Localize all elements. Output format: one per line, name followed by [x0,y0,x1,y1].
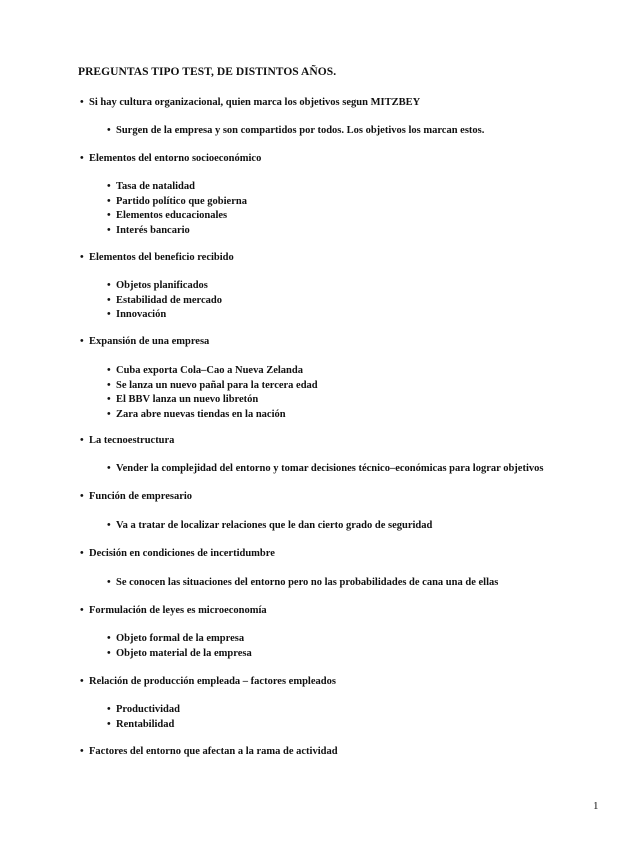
bullet-icon: • [107,408,111,420]
question-5 [80,435,174,446]
question-6 [80,491,192,502]
bullet-icon: • [107,577,111,588]
bullet-icon: • [80,153,84,164]
question-text: La tecnoestructura [89,435,175,446]
bullet-icon: • [107,704,111,715]
answer-item: • Productividad [107,703,180,718]
bullet-icon: • [107,294,111,306]
question-text: Elementos del beneficio recibido [89,252,234,263]
page-number: 1 [593,800,599,812]
question-2 [80,153,261,164]
bullet-icon: • [107,224,111,236]
answer-list-7 [107,576,498,591]
bullet-icon: • [107,309,111,320]
answer-item: • Interés bancario [107,224,247,239]
bullet-icon: • [80,548,84,559]
question-text: Expansión de una empresa [89,336,210,347]
answer-list-5 [107,462,543,477]
bullet-icon: • [80,491,84,502]
answer-list-2 [107,180,247,238]
question-text: Si hay cultura organizacional, quien marca los objetivos segun MITZBEY [89,97,421,108]
question-text: Formulación de leyes es microeconomía [89,605,267,616]
bullet-icon: • [107,633,111,644]
question-4 [80,336,209,347]
answer-item: • Zara abre nuevas tiendas en la nación [107,408,318,423]
bullet-icon: • [107,125,111,136]
bullet-icon: • [107,195,111,207]
bullet-icon: • [107,647,111,659]
answer-item: • Surgen de la empresa y son compartidos por todos. Los objetivos los marcan estos. [107,124,484,139]
page-title: PREGUNTAS TIPO TEST, DE DISTINTOS AÑOS. [78,66,337,78]
bullet-icon: • [107,280,111,291]
bullet-icon: • [107,394,111,405]
question-3 [80,252,234,263]
answer-list-9 [107,703,180,732]
answer-item: • Objeto formal de la empresa [107,632,252,647]
answer-item: • Tasa de natalidad [107,180,247,195]
question-text: Relación de producción empleada – factores empleados [89,676,336,687]
answer-list-8 [107,632,252,661]
bullet-icon: • [107,718,111,730]
bullet-icon: • [107,365,111,376]
question-text: Elementos del entorno socioeconómico [89,153,262,164]
question-7 [80,548,275,559]
answer-item: • El BBV lanza un nuevo libretón [107,393,318,408]
question-9 [80,676,336,687]
answer-list-6 [107,519,432,534]
question-text: Función de empresario [89,491,193,502]
question-8 [80,605,267,616]
answer-item: • Estabilidad de mercado [107,294,222,309]
bullet-icon: • [80,676,84,687]
answer-item: • Va a tratar de localizar relaciones que le dan cierto grado de seguridad [107,519,432,534]
question-text: Decisión en condiciones de incertidumbre [89,548,275,559]
bullet-icon: • [107,181,111,192]
answer-list-1 [107,124,484,139]
bullet-icon: • [80,97,84,108]
bullet-icon: • [80,746,84,757]
bullet-icon: • [80,435,84,446]
answer-item: • Rentabilidad [107,718,180,733]
question-text: Factores del entorno que afectan a la rama de actividad [89,746,338,757]
answer-item: • Cuba exporta Cola–Cao a Nueva Zelanda [107,364,318,379]
answer-item: • Se lanza un nuevo pañal para la tercera edad [107,379,318,394]
bullet-icon: • [80,605,84,616]
bullet-icon: • [107,520,111,531]
bullet-icon: • [80,252,84,263]
answer-item: • Objeto material de la empresa [107,647,252,662]
bullet-icon: • [107,463,111,474]
answer-item: • Vender la complejidad del entorno y tomar decisiones técnico–económicas para lograr objetivos [107,462,543,477]
answer-item: • Objetos planificados [107,279,222,294]
bullet-icon: • [80,336,84,347]
answer-item: • Elementos educacionales [107,209,247,224]
question-1 [80,97,420,108]
answer-item: • Partido político que gobierna [107,195,247,210]
answer-item: • Innovación [107,308,222,323]
question-10 [80,746,338,757]
bullet-icon: • [107,379,111,391]
answer-list-3 [107,279,222,323]
answer-list-4 [107,364,318,422]
bullet-icon: • [107,210,111,221]
answer-item: • Se conocen las situaciones del entorno pero no las probabilidades de cana una de ellas [107,576,498,591]
